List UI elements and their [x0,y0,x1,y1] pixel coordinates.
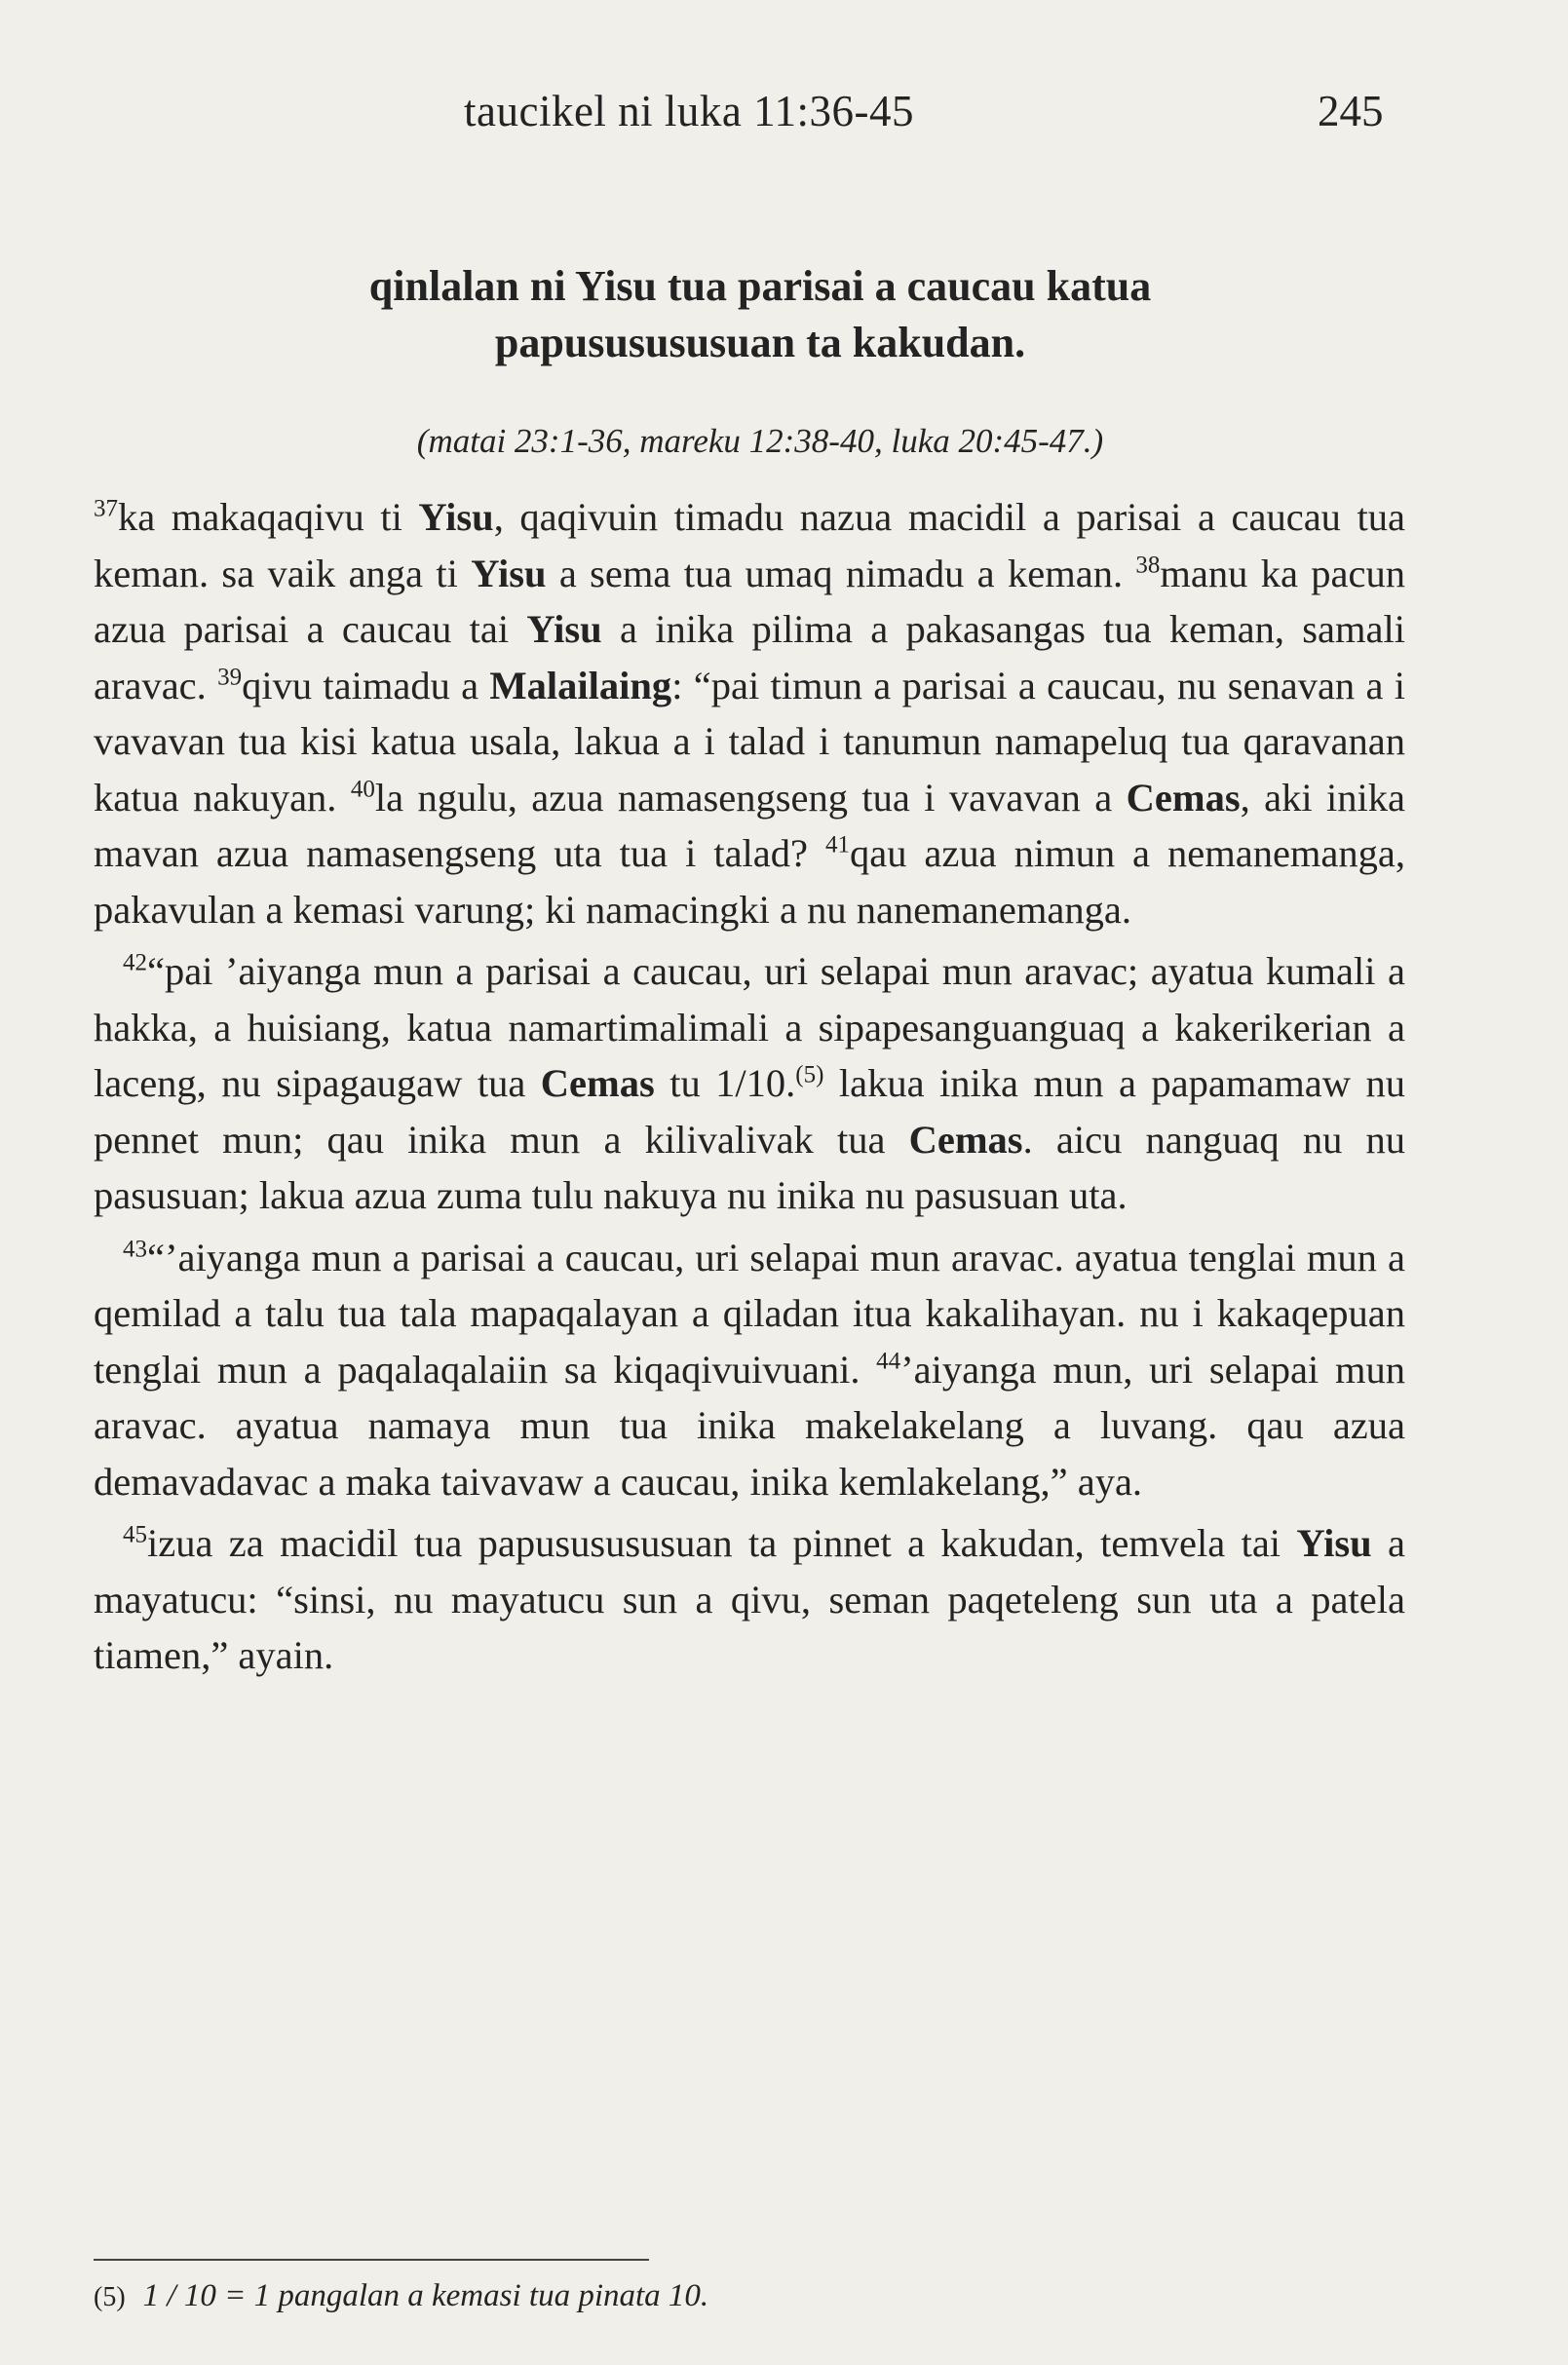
paragraph [94,1515,1405,1684]
verse-number: 37 [94,495,118,522]
bold-name: Cemas [540,1061,655,1105]
text-run: “’aiyanga mun a parisai a caucau, uri selapai mun aravac. ayatua tenglai mun a qemilad a talu tua tala mapaqalayan a qiladan itua kakalihayan. nu i kakaqepuan tenglai mun a paqalaqalaiin sa kiqaqivuivuani. [94,1235,1405,1392]
bold-name: Cemas [908,1117,1023,1162]
footnote-divider [94,2259,649,2261]
text-run: : “pai timun a parisai a caucau, nu senavan a i vavavan tua kisi katua usala, lakua a i talad i tanumun namapeluq tua qaravanan katua nakuyan. [94,663,1406,820]
bold-name: Yisu [1296,1521,1372,1565]
section-heading-line-2: papususususuan ta kakudan. [494,319,1026,366]
paragraph [94,943,1405,1224]
text-run: qivu taimadu a [242,663,490,707]
bold-name: Yisu [526,607,602,651]
text-run: . aicu nanguaq nu nu pasusuan; lakua azua zuma tulu nakuya nu inika nu pasusuan uta. [94,1117,1405,1217]
verse-number: 39 [217,664,243,690]
verse-number: 44 [876,1348,901,1374]
text-run: , aki inika mavan azua namasengseng uta tua i talad? [94,775,1406,875]
parallel-reference: (matai 23:1-36, mareku 12:38-40, luka 20:45-47.) [416,422,1104,460]
text-run: tu 1/10. [654,1061,796,1105]
bold-name: Malailaing [489,663,672,707]
page-header [0,86,1568,144]
footnote [94,2278,708,2314]
text-run: ’aiyanga mun, uri selapai mun aravac. ayatua namaya mun tua inika makelakelang a luvang. qau azua demavadavac a maka taivavaw a caucau, inika kemlakelang,” aya. [94,1347,1405,1504]
footnote-text: 1 / 10 = 1 pangalan a kemasi tua pinata 10. [142,2278,709,2313]
verse-number: (5) [795,1061,824,1088]
running-title: taucikel ni luka 11:36-45 [464,87,914,135]
footnote-mark: (5) [94,2282,126,2312]
verse-number: 41 [824,831,850,858]
bold-name: Yisu [471,551,547,595]
verse-number: 42 [123,949,147,976]
verse-number: 38 [1135,552,1161,578]
text-run: manu ka pacun azua parisai a caucau tai [94,551,1406,651]
text-run: a sema tua umaq nimadu a keman. [546,551,1136,595]
text-run: “pai ’aiyanga mun a parisai a caucau, uri selapai mun aravac; ayatua kumali a hakka, a huisiang, katua namartimalimali a sipapesanguanguaq a kakerikerian a laceng, nu sipagaugaw tua [94,949,1405,1105]
text-run: a mayatucu: “sinsi, nu mayatucu sun a qivu, seman paqeteleng sun uta a patela tiamen,” ayain. [94,1521,1405,1677]
text-run: a inika pilima a pakasangas tua keman, samali aravac. [94,607,1405,707]
bold-name: Yisu [418,495,494,539]
text-run: la ngulu, azua namasengseng tua i vavavan a [374,775,1127,820]
text-run: ka makaqaqivu ti [118,495,419,539]
section-heading-line-1: qinlalan ni Yisu tua parisai a caucau katua [368,262,1152,310]
paragraph [94,489,1405,937]
verse-number: 45 [123,1521,147,1548]
page-number: 245 [1318,87,1384,135]
bold-name: Cemas [1126,775,1241,820]
section-heading [97,258,1423,371]
verse-number: 43 [123,1236,147,1262]
paragraph [94,1230,1405,1510]
text-run: qau azua nimun a nemanemanga, pakavulan a kemasi varung; ki namacingki a nu nanemanemanga. [94,831,1405,932]
text-run: lakua inika mun a papamamaw nu pennet mun; qau inika mun a kilivalivak tua [94,1061,1405,1162]
text-run: , qaqivuin timadu nazua macidil a parisai a caucau tua keman. sa vaik anga ti [94,495,1405,595]
verse-number: 40 [350,776,375,802]
text-run: izua za macidil tua papususususuan ta pinnet a kakudan, temvela tai [147,1521,1297,1565]
body-text [94,489,1405,1690]
